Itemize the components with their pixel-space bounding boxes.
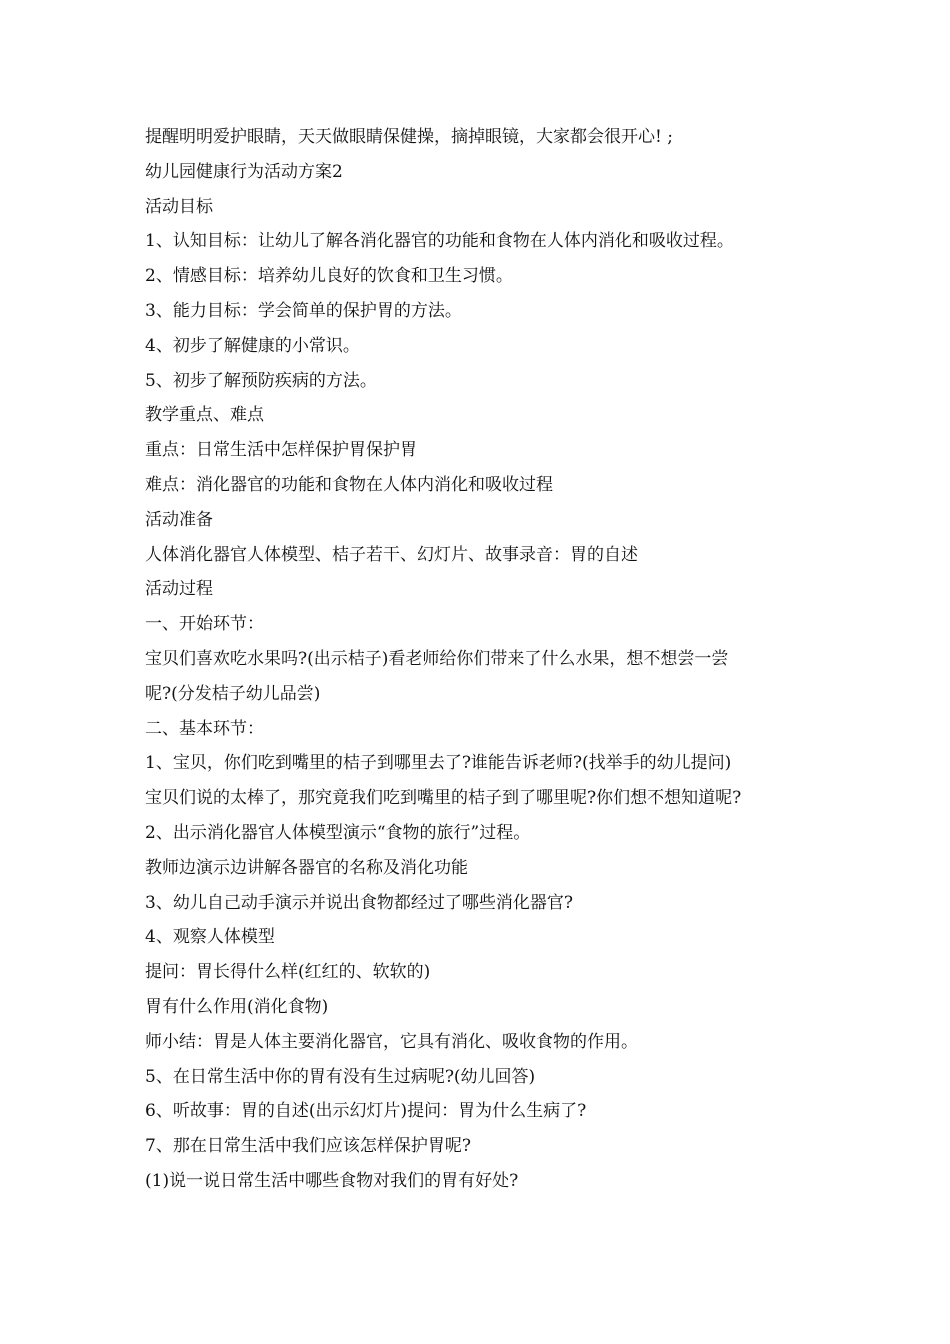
difficult-point: 难点：消化器官的功能和食物在人体内消化和吸收过程 xyxy=(145,474,553,495)
text-line: 6、听故事：胃的自述(出示幻灯片)提问：胃为什么生病了? xyxy=(145,1101,587,1122)
text-line: 呢?(分发桔子幼儿品尝) xyxy=(145,683,321,704)
heading-key-points: 教学重点、难点 xyxy=(145,405,264,426)
text-line: 胃有什么作用(消化食物) xyxy=(145,996,329,1017)
heading-preparation: 活动准备 xyxy=(145,509,213,530)
text-line: 4、观察人体模型 xyxy=(145,927,275,948)
process-step-heading: 一、开始环节： xyxy=(145,614,264,635)
section-title: 幼儿园健康行为活动方案2 xyxy=(145,161,343,182)
goal-item: 3、能力目标：学会简单的保护胃的方法。 xyxy=(145,300,462,321)
text-line: 师小结：胃是人体主要消化器官，它具有消化、吸收食物的作用。 xyxy=(145,1031,638,1052)
goal-item: 1、认知目标：让幼儿了解各消化器官的功能和食物在人体内消化和吸收过程。 xyxy=(145,231,734,252)
goal-item: 4、初步了解健康的小常识。 xyxy=(145,335,360,356)
text-line: 提问：胃长得什么样(红红的、软软的) xyxy=(145,962,431,983)
text-line: 宝贝们说的太棒了，那究竟我们吃到嘴里的桔子到了哪里呢?你们想不想知道呢? xyxy=(145,788,742,809)
process-step-heading: 二、基本环节： xyxy=(145,718,264,739)
text-line: 教师边演示边讲解各器官的名称及消化功能 xyxy=(145,857,468,878)
text-line: 1、宝贝，你们吃到嘴里的桔子到哪里去了?谁能告诉老师?(找举手的幼儿提问) xyxy=(145,753,732,774)
goal-item: 5、初步了解预防疾病的方法。 xyxy=(145,370,377,391)
text-line: 5、在日常生活中你的胃有没有生过病呢?(幼儿回答) xyxy=(145,1066,536,1087)
document-body xyxy=(145,120,825,1199)
text-line: 提醒明明爱护眼睛，天天做眼睛保健操，摘掉眼镜，大家都会很开心! ; xyxy=(145,127,673,147)
text-line: 宝贝们喜欢吃水果吗?(出示桔子)看老师给你们带来了什么水果，想不想尝一尝 xyxy=(145,648,729,669)
heading-process: 活动过程 xyxy=(145,579,213,600)
goal-item: 2、情感目标：培养幼儿良好的饮食和卫生习惯。 xyxy=(145,266,513,287)
text-line: 2、出示消化器官人体模型演示“食物的旅行”过程。 xyxy=(145,822,531,843)
key-point: 重点：日常生活中怎样保护胃保护胃 xyxy=(145,440,417,461)
heading-activity-goals: 活动目标 xyxy=(145,196,213,217)
text-line: 7、那在日常生活中我们应该怎样保护胃呢? xyxy=(145,1136,471,1157)
text-line: 3、幼儿自己动手演示并说出食物都经过了哪些消化器官? xyxy=(145,892,573,913)
text-line: (1)说一说日常生活中哪些食物对我们的胃有好处? xyxy=(145,1170,519,1191)
preparation-text: 人体消化器官人体模型、桔子若干、幻灯片、故事录音：胃的自述 xyxy=(145,544,638,565)
